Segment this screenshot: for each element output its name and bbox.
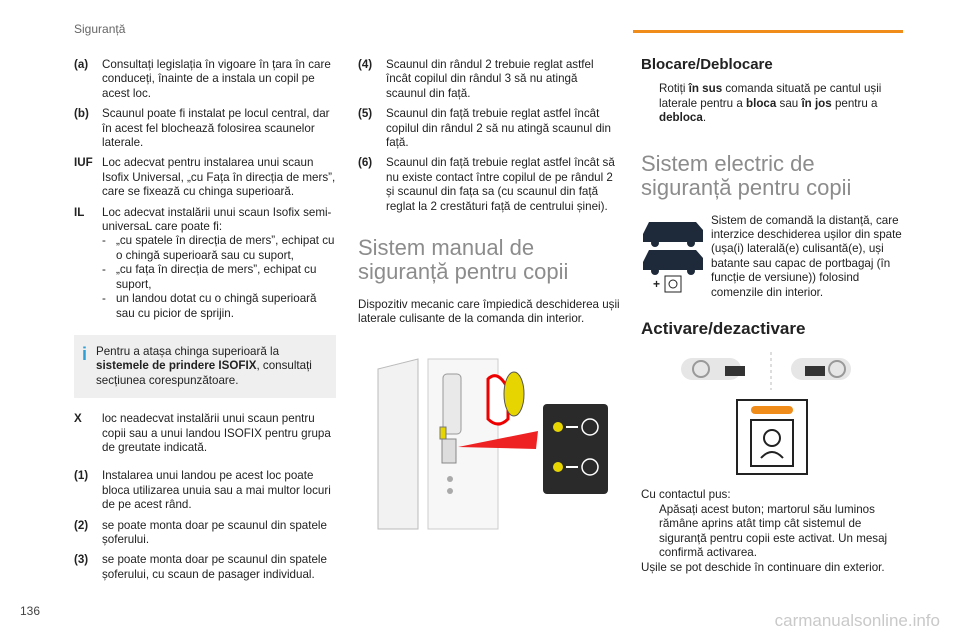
def-text: loc neadecvat instalării unui scaun pentru copii sau a unui landou ISOFIX pentru grupa de greutate indicată.	[102, 412, 331, 454]
note-label: (4)	[358, 58, 373, 71]
def-label: X	[74, 412, 82, 426]
electric-lock-block	[641, 214, 903, 300]
def-label: IUF	[74, 156, 93, 170]
door-lock-illustration	[358, 349, 620, 539]
il-item: - „cu fața în direcția de mers”, echipat cu suport,	[102, 263, 317, 291]
dashboard-illustration	[641, 350, 903, 480]
def-row-b	[74, 107, 336, 150]
def-label: (a)	[74, 58, 89, 71]
press-instruction	[641, 503, 903, 561]
header-rule	[633, 30, 903, 33]
il-item: - „cu spatele în direcția de mers”, echipat cu o chingă superioară sau cu suport,	[102, 234, 335, 262]
note-text: Scaunul din față trebuie reglat astfel încât copilul din rândul 2 să nu atingă scaunul din față.	[386, 107, 611, 150]
info-icon: i	[82, 343, 88, 364]
page-number: 136	[20, 604, 41, 618]
def-text: Loc adecvat pentru instalarea unui scaun Isofix Universal, „cu Fața în direcția de mers”, care se fixează cu chinga superioară.	[102, 156, 336, 199]
def-text: Scaunul poate fi instalat pe locul central, dar în acest fel blochează folosirea scaunelor laterale.	[102, 107, 330, 150]
lock-unlock-title: Blocare/Deblocare	[641, 56, 773, 73]
svg-text:+: +	[653, 276, 661, 291]
il-item: - un landou dotat cu o chingă superioară sau cu picior de sprijin.	[102, 292, 317, 320]
electric-child-lock-title: Sistem electric de siguranță pentru copii	[641, 150, 852, 200]
note-row-2	[74, 519, 336, 548]
header-section: Siguranță	[74, 22, 126, 36]
ignition-text: Cu contactul pus:	[641, 488, 731, 502]
note-label: (2)	[74, 518, 89, 532]
column-2	[358, 58, 620, 539]
watermark: carmanualsonline.info	[774, 611, 940, 630]
column-1	[74, 58, 336, 588]
def-text: Consultați legislația în vigoare în țara în care conduceți, înainte de a instala un copil pe acest loc.	[102, 58, 331, 100]
electric-lock-text: Sistem de comandă la distanță, care interzice deschiderea ușilor din spate (ușa(i) laterală(e) culisantă(e), uși batante sau capac de portbagaj (în funcție de versiune)) folosind comenzile din interior.	[711, 213, 902, 299]
note-label: (5)	[358, 107, 373, 121]
manual-child-lock-title: Sistem manual de siguranță pentru copii	[358, 235, 569, 285]
manual-child-lock-text: Dispozitiv mecanic care împiedică deschiderea ușii laterale culisante de la comanda din interior.	[358, 298, 620, 326]
lock-instruction	[641, 82, 903, 125]
note-text: se poate monta doar pe scaunul din spatele șoferului, cu scaun de pasager individual.	[102, 553, 327, 581]
note-text: Instalarea unui landou pe acest loc poate bloca utilizarea unuia sau a mai multor locuri de pe acest rând.	[102, 469, 331, 512]
note-row-4	[358, 58, 620, 101]
final-text: Ușile se pot deschide în continuare din exterior.	[641, 560, 885, 574]
def-row-x	[74, 412, 336, 455]
def-row-iuf	[74, 156, 336, 199]
note-label: (3)	[74, 553, 89, 567]
note-row-3	[74, 553, 336, 582]
note-text: Scaunul din față trebuie reglat astfel încât să nu existe contact între copilul de pe rândul 2 și scaunul din fața sa (cu scaunul din față reglat la 2 crestături față de centrului șinei).	[386, 156, 615, 213]
bullet-icon	[641, 82, 659, 125]
note-text: se poate monta doar pe scaunul din spatele șoferului.	[102, 518, 327, 546]
column-3	[641, 58, 903, 575]
def-row-a	[74, 58, 336, 101]
note-label: (1)	[74, 469, 89, 483]
bullet-icon	[641, 503, 659, 561]
lock-text: Rotiți în sus comanda situată pe cantul ușii laterale pentru a bloca sau în jos pentru a debloca.	[659, 82, 882, 125]
note-row-6	[358, 156, 620, 214]
def-row-il	[74, 206, 336, 321]
note-text: Scaunul din rândul 2 trebuie reglat astfel încât copilul din rândul 3 să nu atingă scaunul din față.	[386, 58, 594, 100]
def-text-wrap	[102, 206, 336, 321]
note-row-5	[358, 107, 620, 150]
info-box: i Pentru a atașa chinga superioară la sistemele de prindere ISOFIX, consultați secțiunea corespunzătoare.	[74, 335, 336, 398]
note-label: (6)	[358, 156, 373, 170]
def-label: IL	[74, 205, 85, 219]
vehicle-icons	[641, 214, 711, 300]
def-label: (b)	[74, 107, 89, 121]
activate-deactivate-title: Activare/dezactivare	[641, 319, 806, 339]
def-text: Loc adecvat instalării unui scaun Isofix semi-universaL care poate fi:	[102, 205, 332, 234]
press-text: Apăsați acest buton; martorul său luminos rămâne aprins atât timp cât sistemul de siguranță pentru copii este activat. Un mesaj confirmă activarea.	[659, 502, 888, 560]
note-row-1	[74, 469, 336, 512]
